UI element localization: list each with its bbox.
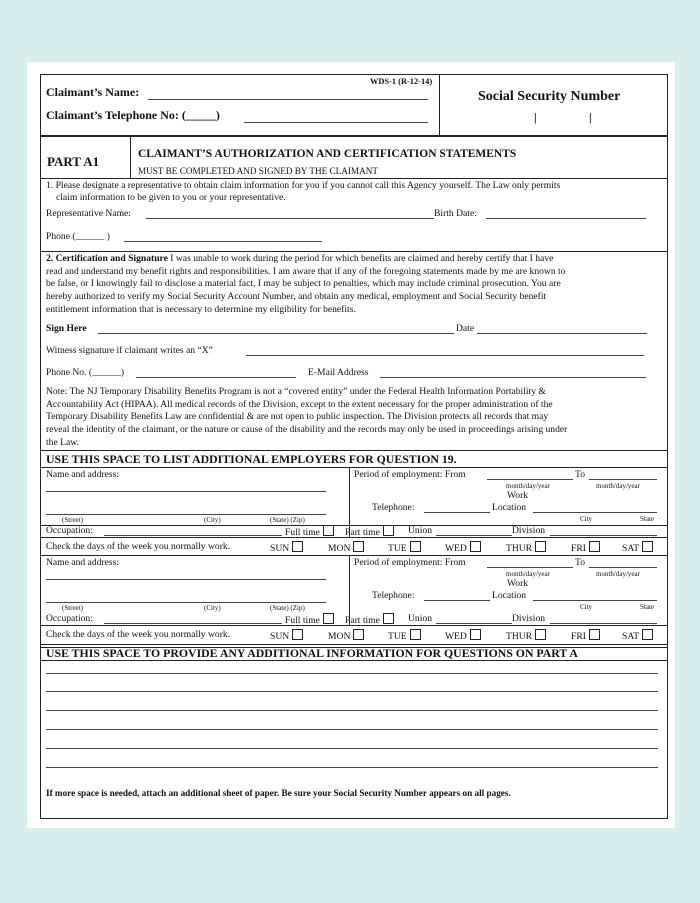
location-label: Location — [492, 590, 527, 601]
division-label: Division — [512, 613, 546, 624]
claimant-phone-field[interactable] — [244, 122, 428, 123]
employer-address-field[interactable] — [46, 491, 326, 492]
telephone-field[interactable] — [424, 512, 490, 513]
claimant-name-field[interactable] — [148, 99, 428, 100]
union-field[interactable] — [436, 535, 512, 536]
day-checkbox-thur[interactable]: THUR — [506, 541, 546, 554]
period-to-field[interactable] — [589, 479, 657, 480]
additional-info-line[interactable] — [46, 710, 658, 711]
division-label: Division — [512, 525, 546, 536]
occupation-label: Occupation: — [46, 613, 93, 624]
day-checkbox-tue[interactable]: TUE — [388, 541, 421, 554]
day-checkbox-mon[interactable]: MON — [328, 541, 364, 554]
period-from-field[interactable] — [487, 567, 573, 568]
period-label: Period of employment: From — [354, 557, 466, 568]
employer-address-field[interactable] — [46, 602, 326, 603]
part-time-checkbox[interactable]: Part time — [345, 613, 394, 626]
period-to-field[interactable] — [589, 567, 657, 568]
to-label: To — [575, 469, 585, 480]
check-days-label: Check the days of the week you normally work. — [46, 541, 231, 552]
telephone-label: Telephone: — [372, 590, 415, 601]
day-checkbox-sun[interactable]: SUN — [270, 629, 303, 642]
claimant-phone-label: Claimant’s Telephone No: (_____) — [46, 108, 220, 122]
day-checkbox-thur[interactable]: THUR — [506, 629, 546, 642]
day-checkbox-tue[interactable]: TUE — [388, 629, 421, 642]
ssn-separator: | — [534, 110, 537, 124]
additional-info-line[interactable] — [46, 729, 658, 730]
name-address-label: Name and address: — [46, 469, 119, 480]
date-label: Date — [456, 323, 475, 334]
to-label: To — [575, 557, 585, 568]
representative-name-label: Representative Name: — [46, 208, 131, 219]
part-time-checkbox[interactable]: Part time — [345, 525, 394, 538]
telephone-field[interactable] — [424, 600, 490, 601]
section1-text: claim information to be given to you or your representative. — [56, 192, 286, 203]
birth-date-field[interactable] — [486, 218, 646, 219]
location-label: Location — [492, 502, 527, 513]
occupation-field[interactable] — [104, 623, 282, 624]
day-checkbox-fri[interactable]: FRI — [571, 541, 600, 554]
sign-here-label: Sign Here — [46, 323, 87, 334]
day-checkbox-wed[interactable]: WED — [445, 541, 481, 554]
period-label: Period of employment: From — [354, 469, 466, 480]
telephone-label: Telephone: — [372, 502, 415, 513]
day-checkbox-sat[interactable]: SAT — [622, 541, 653, 554]
full-time-checkbox[interactable]: Full time — [285, 525, 334, 538]
employers-heading: USE THIS SPACE TO LIST ADDITIONAL EMPLOYERS FOR QUESTION 19. — [46, 452, 457, 466]
claimant-name-label: Claimant’s Name: — [46, 85, 140, 99]
form-code: WDS-1 (R-12-14) — [370, 77, 433, 86]
day-checkbox-fri[interactable]: FRI — [571, 629, 600, 642]
representative-phone-field[interactable] — [124, 241, 322, 242]
additional-info-line[interactable] — [46, 748, 658, 749]
email-label: E-Mail Address — [308, 367, 369, 378]
employer-address-field[interactable] — [46, 579, 326, 580]
signature-field[interactable] — [98, 333, 454, 334]
wds1-form: WDS-1 (R-12-14) Claimant’s Name: Claimant’s Telephone No: (_____) Social Security Number | | PART A1 CLAIMANT’S AUTHORIZATION AND CERTIFICATION STATEMENTS MUST BE COMPLETED AND SIGNED BY THE CLAIMANT 1. Please designate a representative to obtain claim information for you if you cannot call this Agency yourself. The Law only permits claim information to be given to you or your representative. Representative Name: Birth Date: Phone (______ ) 2. Certification and Signature I was unable to work during the period for which benefits are claimed and hereby certify that I have read and understand my benefit rights and responsibilities. I am aware that if any of the foregoing statements made by me are known to be false, or I knowingly fail to disclose a material fact, I may be subject to penalties, which may include criminal prosecution. You are hereby authorized to verify my Social Security Account Number, and obtain any medical, employment and Social Security benefit entitlement information that is necessary to determine my eligibility for benefits. Sign Here Date Witness signature if claimant writes an “X” Phone No. (______) E-Mail Address Note: The NJ Temporary Disability Benefits Program is not a “covered entity” under the Federal Health Information Portability & Accountability Act (HIPAA). All medical records of the Division, except to the extent necessary for the proper administration of the Temporary Disability Benefits Law are confidential & are not open to public inspection. The Division protects all records that may reveal the identity of the claimant, or the nature or cause of the disability and the records may only be used in proceedings arising under the Law. USE THIS SPACE TO LIST ADDITIONAL EMPLOYERS FOR QUESTION 19. Name and address: (Street) (City) (State) (Zip) Period of employment: From To month/day/year month/day/year Work Telephone: Location City State Occupation: Full time Part time Union Division Check the days of the week you normally work. SUN MON TUE WED THUR FRI SAT Name and address: (Street) (City) (State) (Zip) Period of employment: From To month/day/year month/day/year Work Telephone: Location City State Occupation: Full time Part time Union Division Check the days of the week you normally work. SUN MON TUE WED THUR FRI SAT USE THIS SPACE TO PROVIDE ANY ADDITIONAL INFORMATION FOR QUESTIONS ON PART A If more space is needed, attach an additional sheet of paper. Be sure your Social Security Number appears on all pages. — [40, 74, 668, 819]
certification-heading: 2. Certification and Signature — [46, 253, 168, 264]
additional-info-line[interactable] — [46, 691, 658, 692]
part-label: PART A1 — [47, 154, 100, 169]
witness-signature-field[interactable] — [246, 355, 644, 356]
representative-phone-label: Phone (______ ) — [46, 231, 110, 242]
name-address-label: Name and address: — [46, 557, 119, 568]
additional-info-line[interactable] — [46, 767, 658, 768]
witness-label: Witness signature if claimant writes an “X” — [46, 345, 213, 356]
phone-no-field[interactable] — [136, 377, 296, 378]
birth-date-label: Birth Date: — [434, 208, 477, 219]
certification-paragraph: 2. Certification and Signature I was unable to work during the period for which benefits are claimed and hereby certify that I have read and understand my benefit rights and responsibilities. I am aware that if any of the foregoing statements made by me are known to be false, or I knowingly fail to disclose a material fact, I may be subject to penalties, which may include criminal prosecution. You are hereby authorized to verify my Social Security Account Number, and obtain any medical, employment and Social Security benefit entitlement information that is necessary to determine my eligibility for benefits. — [46, 253, 566, 315]
section1-text: 1. Please designate a representative to obtain claim information for you if you cannot call this Agency yourself. The Law only permits — [46, 180, 561, 191]
location-field[interactable] — [533, 512, 657, 513]
representative-name-field[interactable] — [146, 218, 434, 219]
union-label: Union — [408, 613, 432, 624]
part-title: CLAIMANT’S AUTHORIZATION AND CERTIFICATION STATEMENTS — [138, 148, 517, 160]
location-field[interactable] — [533, 600, 657, 601]
check-days-label: Check the days of the week you normally work. — [46, 629, 231, 640]
period-from-field[interactable] — [487, 479, 573, 480]
header-box — [40, 74, 668, 136]
full-time-checkbox[interactable]: Full time — [285, 613, 334, 626]
day-checkbox-wed[interactable]: WED — [445, 629, 481, 642]
occupation-field[interactable] — [104, 535, 282, 536]
part-subtitle: MUST BE COMPLETED AND SIGNED BY THE CLAIMANT — [138, 166, 378, 176]
division-field[interactable] — [550, 535, 657, 536]
phone-no-label: Phone No. (______) — [46, 367, 125, 378]
ssn-title: Social Security Number — [478, 89, 621, 104]
day-checkbox-sat[interactable]: SAT — [622, 629, 653, 642]
day-checkbox-mon[interactable]: MON — [328, 629, 364, 642]
union-field[interactable] — [436, 623, 512, 624]
ssn-separator: | — [589, 110, 592, 124]
division-field[interactable] — [550, 623, 657, 624]
date-field[interactable] — [477, 333, 647, 334]
additional-info-heading: USE THIS SPACE TO PROVIDE ANY ADDITIONAL INFORMATION FOR QUESTIONS ON PART A — [46, 646, 578, 660]
employer-address-field[interactable] — [46, 514, 326, 515]
day-checkbox-sun[interactable]: SUN — [270, 541, 303, 554]
footer-note: If more space is needed, attach an additional sheet of paper. Be sure your Social Security Number appears on all pages. — [46, 788, 511, 798]
hipaa-note: Note: The NJ Temporary Disability Benefits Program is not a “covered entity” under the Federal Health Information Portability & Accountability Act (HIPAA). All medical records of the Division, except to the extent necessary for the proper administration of the Temporary Disability Benefits Law are confidential & are not open to public inspection. The Division protects all records that may reveal the identity of the claimant, or the nature or cause of the disability and the records may only be used in proceedings arising under the Law. — [46, 386, 568, 448]
union-label: Union — [408, 525, 432, 536]
additional-info-line[interactable] — [46, 673, 658, 674]
email-field[interactable] — [380, 377, 646, 378]
occupation-label: Occupation: — [46, 525, 93, 536]
